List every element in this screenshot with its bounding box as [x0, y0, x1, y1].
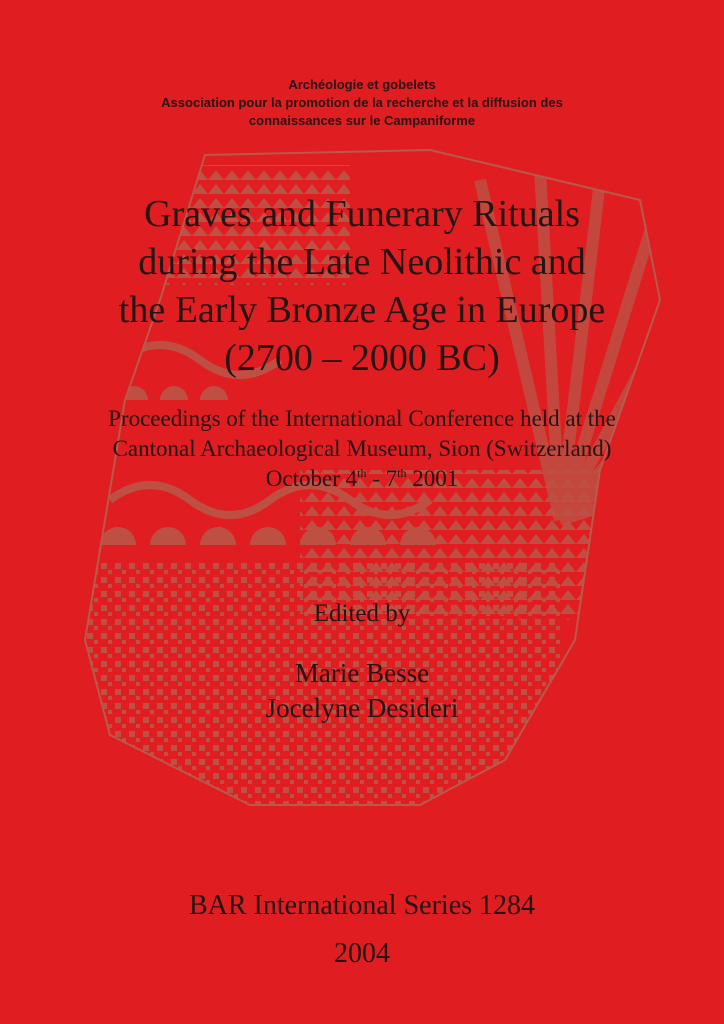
title-line-3: the Early Bronze Age in Europe: [118, 289, 606, 331]
association-name: Archéologie et gobelets: [288, 77, 436, 92]
edited-by-label: Edited by: [313, 600, 411, 627]
title-line-1: Graves and Funerary Rituals: [144, 193, 580, 235]
proceedings-subtitle: [0, 404, 724, 494]
publication-year: 2004: [334, 938, 390, 969]
title-line-2: during the Late Neolithic and: [138, 241, 586, 283]
series-name: BAR International Series 1284: [188, 890, 536, 921]
proceedings-line-2: Cantonal Archaeological Museum, Sion (Switzerland): [112, 436, 612, 461]
publisher-association: [0, 76, 724, 130]
title-line-4: (2700 – 2000 BC): [224, 337, 500, 379]
proceedings-line-1: Proceedings of the International Conference held at the: [108, 406, 616, 431]
conference-dates: October 4th - 7th 2001: [265, 466, 459, 491]
association-description-2: connaissances sur le Campaniforme: [248, 113, 476, 128]
association-description-1: Association pour la promotion de la recherche et la diffusion des: [161, 95, 563, 110]
book-title: [0, 190, 724, 382]
editors-list: [0, 656, 724, 726]
editor-name: Jocelyne Desideri: [265, 693, 459, 723]
editor-name: Marie Besse: [294, 658, 430, 688]
